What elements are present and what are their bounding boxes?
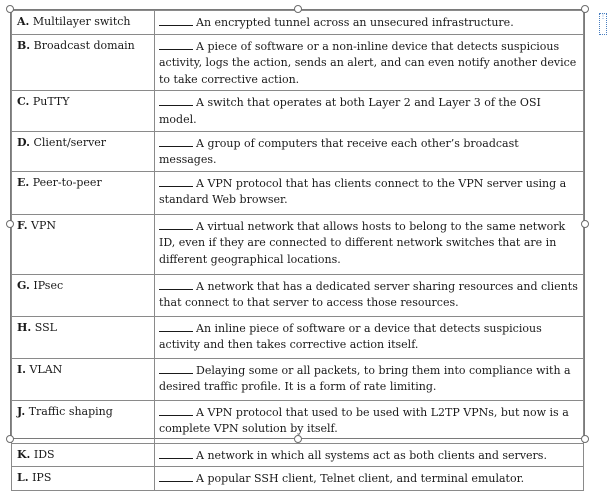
table-row [12, 274, 584, 316]
matching-table-frame[interactable] [10, 9, 585, 486]
table-row [12, 34, 584, 91]
table-row [12, 11, 584, 35]
term-cell [12, 11, 155, 35]
definition-text: A switch that operates at both Layer 2 and Layer 3 of the OSI model. [159, 96, 541, 126]
term-letter: C. [17, 95, 30, 109]
table-row [12, 171, 584, 214]
answer-blank[interactable] [159, 94, 193, 106]
term-cell [12, 91, 155, 131]
table-row [12, 91, 584, 131]
term-label: IPsec [33, 278, 64, 292]
definition-text: A group of computers that receive each other’s broadcast messages. [159, 136, 519, 167]
term-label: IPS [32, 471, 52, 485]
definition-cell [155, 171, 584, 214]
resize-handle-bottom-left[interactable] [6, 435, 14, 443]
answer-blank[interactable] [159, 278, 193, 290]
definition-text: A network in which all systems act as both clients and servers. [196, 448, 547, 462]
definition-text: An inline piece of software or a device that detects suspicious activity and then takes corrective action itself. [159, 321, 542, 352]
term-letter: I. [17, 362, 26, 376]
term-label: IDS [33, 447, 55, 461]
term-label: VLAN [29, 362, 63, 376]
definition-cell [155, 91, 584, 131]
term-letter: D. [17, 135, 30, 149]
answer-blank[interactable] [159, 470, 193, 482]
definition-cell [155, 274, 584, 316]
term-cell [12, 214, 155, 274]
table-row [12, 214, 584, 274]
definition-cell [155, 34, 584, 91]
term-letter: E. [17, 175, 30, 189]
answer-blank[interactable] [159, 175, 193, 187]
term-label: SSL [34, 320, 57, 334]
answer-blank[interactable] [159, 362, 193, 374]
definition-cell [155, 358, 584, 400]
resize-handle-middle-left[interactable] [6, 220, 14, 228]
term-cell [12, 443, 155, 467]
term-label: PuTTY [32, 95, 70, 109]
term-letter: A. [17, 15, 30, 28]
answer-blank[interactable] [159, 320, 193, 332]
term-label: VPN [31, 218, 57, 232]
term-label: Broadcast domain [33, 38, 135, 52]
term-letter: H. [17, 320, 32, 334]
answer-blank[interactable] [159, 404, 193, 416]
term-label: Client/server [33, 135, 107, 149]
term-label: Peer-to-peer [32, 175, 102, 189]
table-row [12, 316, 584, 358]
answer-blank[interactable] [159, 135, 193, 147]
answer-blank[interactable] [159, 38, 193, 50]
resize-handle-bottom-center[interactable] [294, 435, 302, 443]
definition-text: A virtual network that allows hosts to belong to the same network ID, even if they are connected to different network switches that are in different geographical locations. [159, 219, 566, 266]
term-cell [12, 131, 155, 171]
table-row [12, 443, 584, 467]
resize-handle-bottom-right[interactable] [581, 435, 589, 443]
resize-handle-top-left[interactable] [6, 5, 14, 13]
definition-cell [155, 467, 584, 491]
term-letter: K. [17, 447, 31, 461]
term-label: Multilayer switch [32, 15, 131, 28]
definition-text: A VPN protocol that has clients connect to the VPN server using a standard Web browser. [159, 176, 567, 207]
definition-text: An encrypted tunnel across an unsecured infrastructure. [196, 16, 514, 29]
definition-text: A network that has a dedicated server sharing resources and clients that connect to that server to access those resources. [159, 279, 578, 310]
term-cell [12, 316, 155, 358]
answer-blank[interactable] [159, 14, 193, 26]
definition-cell [155, 316, 584, 358]
term-letter: G. [17, 278, 30, 292]
matching-table [11, 10, 584, 491]
resize-handle-top-right[interactable] [581, 5, 589, 13]
term-cell [12, 274, 155, 316]
answer-blank[interactable] [159, 218, 193, 230]
definition-cell [155, 214, 584, 274]
definition-cell [155, 11, 584, 35]
term-letter: J. [17, 404, 26, 418]
resize-handle-top-center[interactable] [294, 5, 302, 13]
table-row [12, 358, 584, 400]
definition-cell [155, 131, 584, 171]
term-cell [12, 34, 155, 91]
term-cell [12, 467, 155, 491]
table-row [12, 131, 584, 171]
definition-text: Delaying some or all packets, to bring them into compliance with a desired traffic profile. It is a form of rate limiting. [159, 363, 571, 394]
term-letter: B. [17, 38, 31, 52]
definition-text: A VPN protocol that used to be used with L2TP VPNs, but now is a complete VPN solution by itself. [159, 405, 569, 436]
term-letter: L. [17, 471, 29, 485]
answer-blank[interactable] [159, 447, 193, 459]
term-letter: F. [17, 218, 28, 232]
table-row [12, 467, 584, 491]
definition-cell [155, 443, 584, 467]
definition-text: A piece of software or a non-inline device that detects suspicious activity, logs the action, sends an alert, and can even notify another device to take corrective action. [159, 39, 577, 86]
term-label: Traffic shaping [28, 404, 113, 418]
resize-handle-middle-right[interactable] [581, 220, 589, 228]
definition-cell [155, 400, 584, 443]
definition-text: A popular SSH client, Telnet client, and terminal emulator. [196, 472, 525, 486]
term-cell [12, 400, 155, 443]
layout-options-icon[interactable]: ⋮ [599, 13, 607, 35]
term-cell [12, 171, 155, 214]
term-cell [12, 358, 155, 400]
